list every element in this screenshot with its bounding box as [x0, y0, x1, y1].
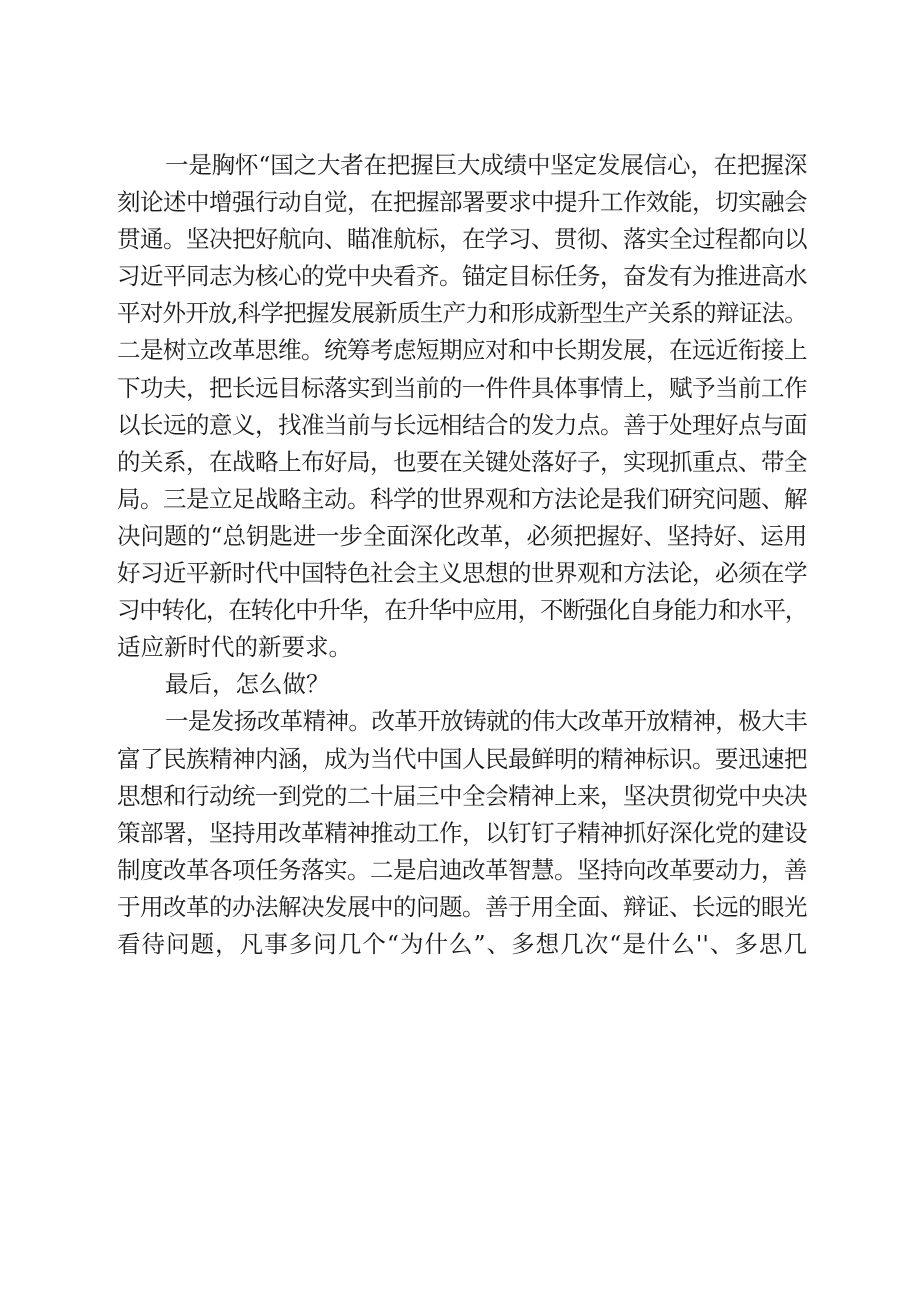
paragraph-line: 二是树立改革思维。统筹考虑短期应对和中长期发展，在远近衔接上 [117, 336, 807, 365]
paragraph-line: 最后，怎么做？ [165, 670, 330, 699]
paragraph-line: 看待问题，凡事多问几个“为什么”、多想几次“是什么''、多思几 [117, 929, 807, 958]
paragraph-line: 习近平同志为核心的党中央看齐。锚定目标任务，奋发有为推进高水 [117, 262, 807, 291]
paragraph-line: 习中转化，在转化中升华，在升华中应用，不断强化自身能力和水平， [117, 596, 807, 625]
paragraph-1 [117, 147, 807, 666]
paragraph-line: 一是发扬改革精神。改革开放铸就的伟大改革开放精神，极大丰 [165, 707, 807, 736]
paragraph-line: 好习近平新时代中国特色社会主义思想的世界观和方法论，必须在学 [117, 559, 807, 588]
paragraph-line: 策部署，坚持用改革精神推动工作，以钉钉子精神抓好深化党的建设 [117, 818, 807, 847]
paragraph-line: 富了民族精神内涵，成为当代中国人民最鲜明的精神标识。要迅速把 [117, 744, 807, 773]
paragraph-line: 的关系，在战略上布好局，也要在关键处落好子，实现抓重点、带全 [117, 447, 807, 476]
paragraph-line: 局。三是立足战略主动。科学的世界观和方法论是我们研究问题、解 [117, 484, 807, 513]
paragraph-line: 以长远的意义，找准当前与长远相结合的发力点。善于处理好点与面 [117, 410, 807, 439]
paragraph-2 [117, 666, 807, 703]
paragraph-line: 平对外开放,科学把握发展新质生产力和形成新型生产关系的辩证法。 [117, 299, 807, 328]
paragraph-3 [117, 703, 807, 963]
paragraph-line: 决问题的“总钥匙进一步全面深化改革，必须把握好、坚持好、运用 [117, 521, 807, 550]
paragraph-line: 贯通。坚决把好航向、瞄准航标，在学习、贯彻、落实全过程都向以 [117, 225, 807, 254]
paragraph-line: 思想和行动统一到党的二十届三中全会精神上来，坚决贯彻党中央决 [117, 781, 807, 810]
paragraph-line: 适应新时代的新要求。 [117, 633, 352, 662]
document-body [117, 147, 807, 963]
paragraph-line: 于用改革的办法解决发展中的问题。善于用全面、辩证、长远的眼光 [117, 892, 807, 921]
paragraph-line: 制度改革各项任务落实。二是启迪改革智慧。坚持向改革要动力，善 [117, 855, 807, 884]
paragraph-line: 下功夫，把长远目标落实到当前的一件件具体事情上，赋予当前工作 [117, 373, 807, 402]
paragraph-line: 一是胸怀“国之大者在把握巨大成绩中坚定发展信心，在把握深 [165, 151, 807, 179]
paragraph-line: 刻论述中增强行动自觉，在把握部署要求中提升工作效能，切实融会 [117, 188, 807, 217]
